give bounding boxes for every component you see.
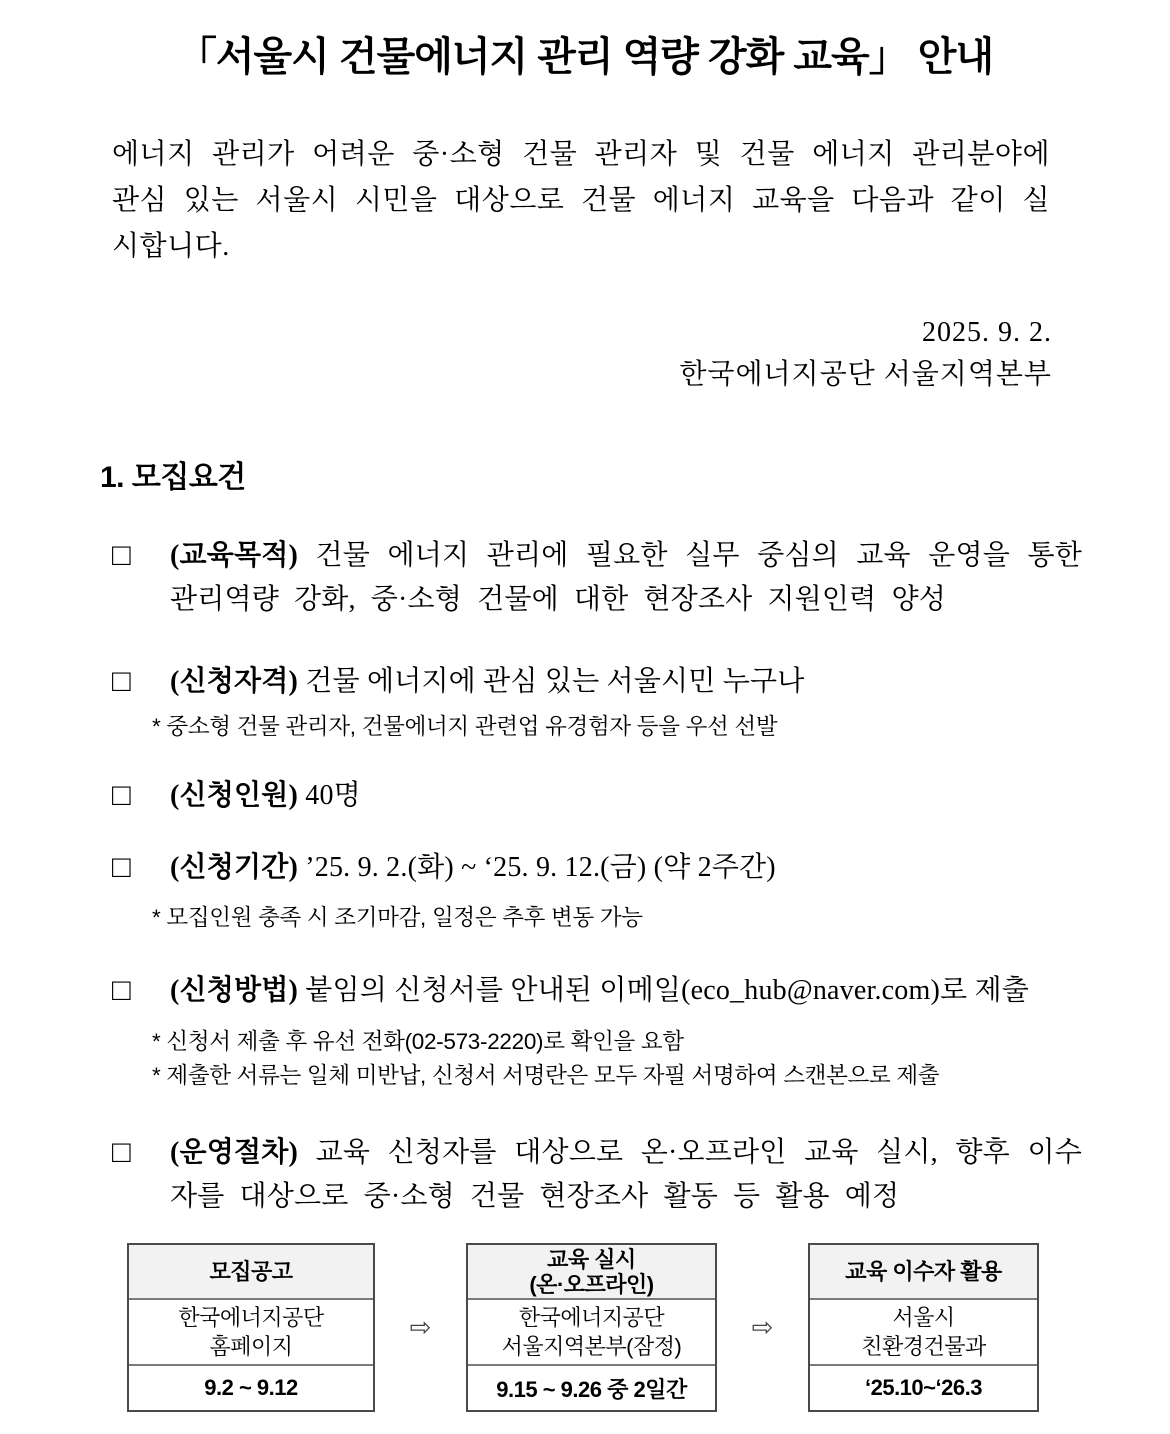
step-body-line: 한국에너지공단	[178, 1305, 324, 1330]
step-body-line: 서울지역본부(잠정)	[501, 1334, 682, 1359]
step-body-line: 서울시	[892, 1305, 955, 1330]
item-label: (신청기간)	[170, 852, 299, 883]
document-date: 2025. 9. 2.	[922, 317, 1052, 348]
item-label: (신청인원)	[170, 780, 299, 811]
item-application-method	[112, 969, 1082, 1013]
item-capacity	[112, 774, 1082, 818]
note-phone-confirm: * 신청서 제출 후 유선 전화(02-573-2220)로 확인을 요함	[152, 1029, 684, 1054]
step-header	[810, 1245, 1037, 1300]
item-text: 건물 에너지 관리에 필요한 실무 중심의 교육 운영을 통한 관리역량 강화, 중·소형 건물에 대한 현장조사 지원인력 양성	[170, 540, 1082, 615]
note-priority-selection: * 중소형 건물 관리자, 건물에너지 관련업 유경험자 등을 우선 선발	[152, 714, 778, 739]
item-label: (신청방법)	[170, 975, 299, 1006]
right-arrow-icon: ⇨	[751, 1312, 774, 1343]
checkbox-square-icon: □	[112, 849, 131, 884]
item-application-period	[112, 846, 1082, 890]
page-title: 「서울시 건물에너지 관리 역량 강화 교육」 안내	[176, 35, 994, 79]
checkbox-square-icon: □	[112, 663, 131, 698]
step-header-line: 교육 실시	[547, 1246, 636, 1272]
item-label: (교육목적)	[170, 540, 299, 571]
date-block	[0, 312, 1052, 396]
step-body	[129, 1300, 373, 1366]
item-label: (운영절차)	[170, 1137, 299, 1168]
step-body-line: 홈페이지	[209, 1334, 293, 1359]
step-body	[810, 1300, 1037, 1366]
item-text: ’25. 9. 2.(화) ~ ‘25. 9. 12.(금) (약 2주간)	[298, 852, 776, 883]
step-body-line: 친환경건물과	[861, 1334, 986, 1359]
step-header-line: (온·오프라인)	[529, 1271, 654, 1297]
right-arrow-icon: ⇨	[409, 1312, 432, 1343]
item-label: (신청자격)	[170, 666, 299, 697]
intro-paragraph: 에너지 관리가 어려운 중·소형 건물 관리자 및 건물 에너지 관리분야에 관심 있는 서울시 시민을 대상으로 건물 에너지 교육을 다음과 같이 실시합니다.	[112, 139, 1050, 262]
item-text: 40명	[298, 780, 361, 811]
checkbox-square-icon: □	[112, 1134, 131, 1169]
process-step-announcement	[127, 1243, 375, 1412]
item-operation-procedure	[112, 1131, 1082, 1219]
section-heading: 1. 모집요건	[100, 461, 246, 494]
checkbox-square-icon: □	[112, 972, 131, 1007]
checkbox-square-icon: □	[112, 537, 131, 572]
step-header-line: 모집공고	[209, 1259, 293, 1284]
item-eligibility	[112, 660, 1082, 704]
step-header-line: 교육 이수자 활용	[845, 1259, 1002, 1284]
step-body-line: 한국에너지공단	[518, 1305, 665, 1330]
issuing-organization: 한국에너지공단 서울지역본부	[679, 359, 1052, 390]
step-period: ‘25.10~‘26.3	[864, 1375, 982, 1400]
step-period: 9.15 ~ 9.26 중 2일간	[496, 1376, 687, 1402]
step-body	[468, 1300, 715, 1366]
process-step-training	[466, 1243, 717, 1412]
step-header	[468, 1245, 715, 1300]
process-flow	[127, 1243, 1039, 1412]
step-header	[129, 1245, 373, 1300]
item-text: 건물 에너지에 관심 있는 서울시민 누구나	[298, 666, 805, 697]
note-document-return: * 제출한 서류는 일체 미반납, 신청서 서명란은 모두 자필 서명하여 스캔본으로 제출	[152, 1063, 940, 1088]
process-step-utilization	[808, 1243, 1039, 1412]
step-period: 9.2 ~ 9.12	[204, 1375, 298, 1400]
item-education-purpose	[112, 534, 1082, 622]
note-early-close: * 모집인원 충족 시 조기마감, 일정은 추후 변동 가능	[152, 905, 643, 930]
checkbox-square-icon: □	[112, 777, 131, 812]
item-text: 붙임의 신청서를 안내된 이메일(eco_hub@naver.com)로 제출	[298, 975, 1029, 1006]
item-text: 교육 신청자를 대상으로 온·오프라인 교육 실시, 향후 이수자를 대상으로 중·소형 건물 현장조사 활동 등 활용 예정	[170, 1137, 1082, 1212]
